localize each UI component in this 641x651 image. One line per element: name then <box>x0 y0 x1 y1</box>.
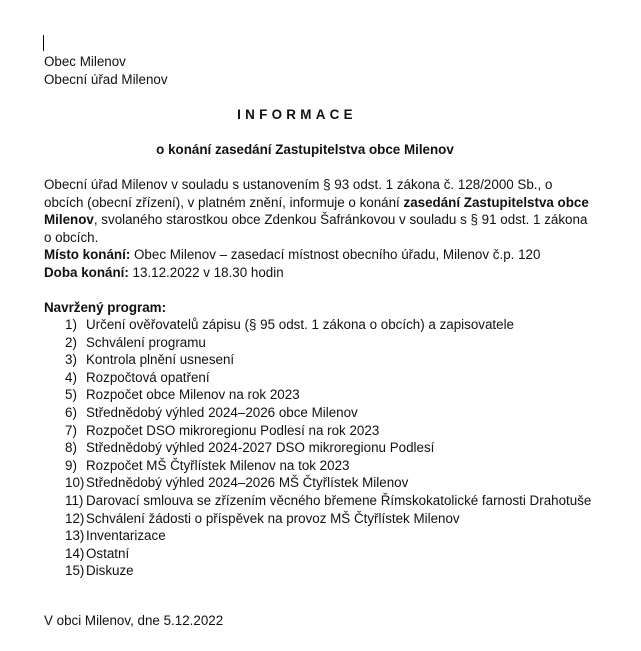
program-item-number: 2) <box>65 334 77 350</box>
program-item-text: Kontrola plnění usnesení <box>86 352 235 368</box>
program-item-number: 6) <box>65 404 77 420</box>
program-item-number: 11) <box>65 492 84 508</box>
program-item-text: Diskuze <box>86 563 134 579</box>
program-item-text: Rozpočtová opatření <box>86 369 210 385</box>
intro-paragraph <box>44 176 589 246</box>
program-list <box>44 316 591 580</box>
time-label: Doba konání: <box>44 264 129 280</box>
program-item-number: 13) <box>65 528 85 544</box>
program-item <box>44 510 591 528</box>
program-item-text: Ostatní <box>86 545 130 561</box>
sender-municipality: Obec Milenov <box>44 54 126 69</box>
meeting-time <box>44 264 540 282</box>
program-item-number: 9) <box>65 457 77 473</box>
program-item <box>44 351 591 369</box>
meeting-place <box>44 246 540 264</box>
program-item-number: 3) <box>65 352 77 368</box>
program-item <box>44 562 591 580</box>
program-item-number: 10) <box>65 475 85 491</box>
program-heading: Navržený program: <box>44 300 167 315</box>
program-item-text: Darovací smlouva se zřízením věcného břemene Římskokatolické farnosti Drahotuše <box>86 492 592 508</box>
program-item <box>44 386 591 404</box>
program-item-text: Inventarizace <box>86 528 166 544</box>
program-item-text: Rozpočet DSO mikroregionu Podlesí na rok 2023 <box>86 422 380 438</box>
program-item <box>44 545 591 563</box>
program-item <box>44 422 591 440</box>
program-item-number: 5) <box>65 387 77 403</box>
program-item <box>44 404 591 422</box>
meeting-info <box>44 246 540 281</box>
program-item-number: 15) <box>65 563 85 579</box>
program-item-text: Střednědobý výhled 2024-2027 DSO mikroregionu Podlesí <box>86 440 435 456</box>
program-item-text: Rozpočet obce Milenov na rok 2023 <box>86 387 300 403</box>
intro-text-start: Obecní úřad Milenov v souladu s ustanovením § 93 odst. 1 zákona č. 128/2000 Sb., o obcích (obecní zřízení), v platném znění, informuje o konání <box>44 177 553 210</box>
program-item-text: Střednědobý výhled 2024–2026 MŠ Čtyřlístek Milenov <box>86 475 409 491</box>
intro-text-bold: zasedání Zastupitelstva obce Milenov <box>44 194 589 228</box>
place-label: Místo konání: <box>44 247 131 262</box>
program-item-text: Určení ověřovatelů zápisu (§ 95 odst. 1 zákona o obcích) a zapisovatele <box>86 317 515 332</box>
text-cursor <box>43 35 44 51</box>
program-item <box>44 492 591 510</box>
sender-block <box>44 53 168 88</box>
program-item-number: 14) <box>65 545 85 561</box>
program-item <box>44 527 591 545</box>
program-item-number: 12) <box>65 510 85 526</box>
program-item-number: 7) <box>65 422 77 438</box>
footer-date-line: V obci Milenov, dne 5.12.2022 <box>44 613 224 628</box>
program-item <box>44 334 591 352</box>
document-title: INFORMACE <box>237 107 357 122</box>
sender-office: Obecní úřad Milenov <box>44 71 168 87</box>
document-subtitle: o konání zasedání Zastupitelstva obce Milenov <box>156 142 454 157</box>
program-item-number: 1) <box>65 317 77 332</box>
time-value: 13.12.2022 v 18.30 hodin <box>128 264 284 280</box>
program-item-number: 8) <box>65 440 77 456</box>
program-item <box>44 474 591 492</box>
program-item <box>44 457 591 475</box>
program-item <box>44 316 591 334</box>
program-item-text: Schválení programu <box>86 334 206 350</box>
program-item-number: 4) <box>65 369 77 385</box>
intro-text-end: , svolaného starostkou obce Zdenkou Šafránkovou v souladu s § 91 odst. 1 zákona o obcích. <box>44 212 588 245</box>
program-item-text: Rozpočet MŠ Čtyřlístek Milenov na tok 2023 <box>86 457 350 473</box>
program-item <box>44 369 591 387</box>
place-value: Obec Milenov – zasedací místnost obecního úřadu, Milenov č.p. 120 <box>130 247 541 262</box>
program-item-text: Schválení žádosti o příspěvek na provoz MŠ Čtyřlístek Milenov <box>86 510 460 526</box>
program-item-text: Střednědobý výhled 2024–2026 obce Milenov <box>86 404 358 420</box>
program-item <box>44 439 591 457</box>
